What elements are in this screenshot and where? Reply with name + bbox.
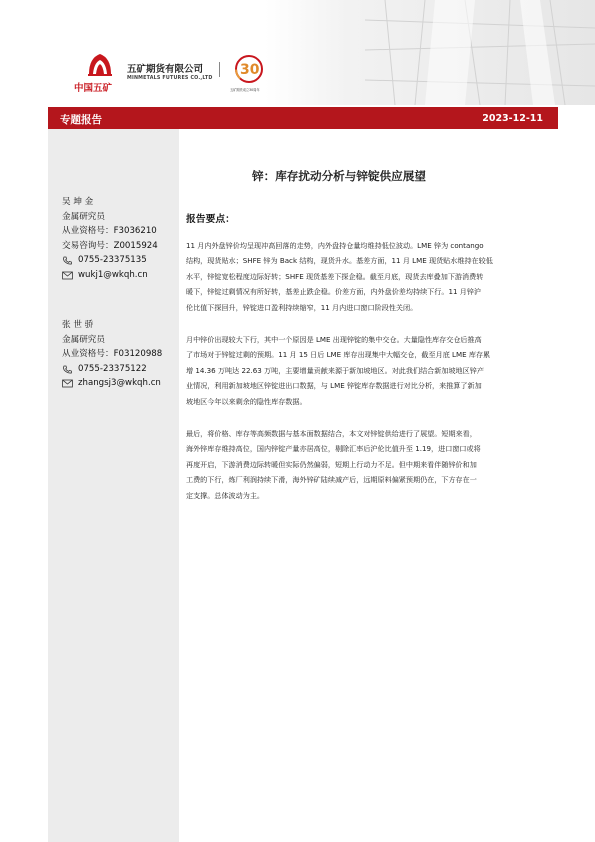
- paragraph-line: 水平，锌锭宽松程度边际好转；SHFE 现货基差下探企稳。截至月底，现货去库叠加下游消费转: [186, 271, 484, 281]
- analyst-phone-number: 0755-23375135: [78, 255, 147, 266]
- paragraph-line: 再度开启，下游消费边际转暖但实际仍然偏弱，短期上行动力不足。但中期来看伴随锌价和加: [186, 459, 477, 469]
- paragraph-line: 伦比值下探回升，锌锭进口盈利持续缩窄，11 月内进口窗口阶段性关闭。: [186, 302, 418, 312]
- analyst-card: [62, 318, 162, 391]
- paragraph-line: 最后，将价格、库存等高频数据与基本面数据结合，本文对锌锭供给进行了展望。短期来看，: [186, 429, 477, 438]
- minmetals-logo: [72, 44, 122, 94]
- analyst-name: 吴 坤 金: [62, 197, 94, 207]
- phone-icon: [62, 256, 73, 265]
- analyst-email[interactable]: [62, 268, 158, 283]
- analyst-license: 从业资格号：F3036210: [62, 226, 157, 237]
- company-name-en: MINMETALS FUTURES CO.,LTD: [127, 76, 213, 81]
- anniversary-number: 30: [240, 62, 260, 78]
- anniversary-logo-icon: [227, 52, 267, 92]
- analyst-email-address[interactable]: wukj1@wkqh.cn: [78, 269, 148, 280]
- analyst-title: 金属研究员: [62, 334, 105, 345]
- analyst-email[interactable]: [62, 376, 162, 391]
- header-divider: [219, 62, 220, 77]
- analyst-email-address[interactable]: zhangsj3@wkqh.cn: [78, 378, 161, 389]
- paragraph-line: 结构，现货贴水；SHFE 锌为 Back 结构，现货升水。基差方面，11 月 LME 现货贴水维持在较低: [186, 256, 493, 266]
- logo-name: 中国五矿: [74, 83, 113, 94]
- analyst-title: 金属研究员: [62, 211, 105, 222]
- paragraph-line: 11 月内外盘锌价均呈现冲高回落的走势，内外盘持仓量均维持低位波动。LME 锌为 contango: [186, 241, 484, 250]
- analyst-phone: [62, 362, 162, 377]
- paragraph-line: 月中锌价出现较大下行，其中一个原因是 LME 出现锌锭的集中交仓。大量隐性库存交仓后推高: [186, 335, 482, 344]
- company-name-cn: 五矿期货有限公司: [127, 64, 204, 75]
- report-banner: [48, 107, 558, 129]
- phone-icon: [62, 365, 73, 374]
- paragraph-line: 暖下，锌锭过剩情况有所好转，基差止跌企稳。价差方面，内外盘价差均持续下行。11 月锌沪: [186, 287, 482, 297]
- email-icon: [62, 379, 73, 388]
- summary-heading: 报告要点：: [186, 214, 235, 225]
- report-date: 2023-12-11: [482, 113, 543, 124]
- paragraph-line: 工费的下行，炼厂利润持续下滑，海外锌矿陆续减产后，远期原料偏紧预期仍在，下方存在一: [186, 475, 477, 485]
- email-icon: [62, 271, 73, 280]
- report-title: 锌：库存扰动分析与锌锭供应展望: [252, 169, 426, 183]
- report-type-label: 专题报告: [60, 114, 102, 126]
- header-background-pattern: [265, 0, 595, 105]
- summary-paragraph: [186, 238, 572, 315]
- analyst-phone: [62, 253, 158, 268]
- paragraph-line: 坡地区今年以来剩余的隐性库存数据。: [186, 396, 307, 406]
- report-header: [0, 0, 595, 105]
- summary-paragraph: [186, 426, 572, 503]
- analyst-consult-number: 交易咨询号：Z0015924: [62, 240, 158, 251]
- company-name: [127, 61, 213, 81]
- paragraph-line: 了市场对于锌锭过剩的预期。11 月 15 日后 LME 库存出现集中大幅交仓，截至月底 LME 库存累: [186, 350, 491, 360]
- analyst-name: 张 世 骄: [62, 320, 94, 330]
- anniversary-caption: 五矿期货成立30周年: [230, 88, 260, 92]
- summary-paragraph: [186, 332, 572, 409]
- analyst-card: [62, 195, 158, 283]
- paragraph-line: 增 14.36 万吨达 22.63 万吨，主要增量贡献来源于新加坡地区。对此我们结合新加坡地区锌产: [186, 365, 484, 375]
- analyst-license: 从业资格号：F03120988: [62, 349, 163, 360]
- paragraph-line: 定支撑。总体波动为主。: [186, 490, 265, 500]
- analyst-phone-number: 0755-23375122: [78, 363, 147, 374]
- paragraph-line: 海外锌库存维持高位，国内锌锭产量亦居高位，剔除汇率后沪伦比值升至 1.19，进口窗口或将: [186, 444, 481, 454]
- paragraph-line: 业情况，利用新加坡地区锌锭进出口数据，与 LME 锌锭库存数据进行对比分析，来推算了新加: [186, 381, 482, 391]
- minmetals-emblem-icon: [86, 50, 114, 78]
